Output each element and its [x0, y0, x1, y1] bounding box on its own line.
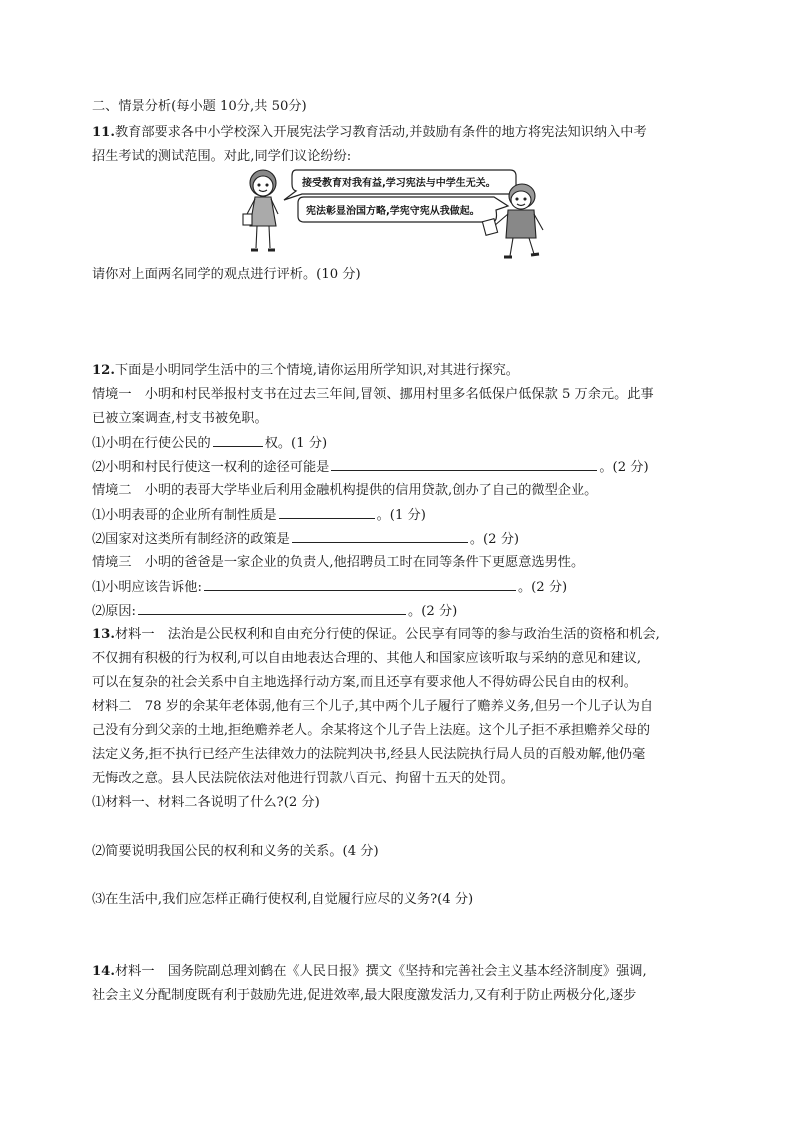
q12-intro-text: 下面是小明同学生活中的三个情境,请你运用所学知识,对其进行探究。 — [114, 363, 519, 378]
q11-stem-text1: 教育部要求各中小学校深入开展宪法学习教育活动,并鼓励有条件的地方将宪法知识纳入中考 — [114, 125, 647, 140]
q11-stem-line1 — [92, 124, 647, 142]
q13-material1-line2: 不仅拥有积极的行为权利,可以自由地表达合理的、其他人和国家应该听取与采纳的意见和建议, — [92, 651, 642, 666]
q12-s3-q2-blank[interactable] — [138, 602, 406, 615]
q12-s2-q2-suffix: 。(2 分) — [469, 532, 520, 547]
bubble1-text: 接受教育对我有益,学习宪法与中学生无关。 — [302, 178, 496, 189]
q12-s1-q2-suffix: 。(2 分) — [599, 460, 649, 475]
q12-situation1-line1: 情境一 小明和村民举报村支书在过去三年间,冒领、挪用村里多名低保户低保款 5 万余元。此事 — [92, 387, 654, 402]
q13-material2-line4: 无悔改之意。县人民法院依法对他进行罚款八百元、拘留十五天的处罚。 — [92, 771, 514, 786]
q12-s3-q1-prefix: ⑴小明应该告诉他: — [92, 580, 202, 595]
q14-material1-line1 — [92, 963, 647, 981]
q12-intro-line — [92, 362, 519, 380]
q13-question2: ⑵简要说明我国公民的权利和义务的关系。(4 分) — [92, 844, 379, 859]
q12-s3-question1 — [92, 578, 567, 597]
q13-material1-line3: 可以在复杂的社会关系中自主地选择行动方案,而且还享有要求他人不得妨碍公民自由的权利。 — [92, 675, 637, 690]
q11-stem-line2: 招生考试的测试范围。对此,同学们议论纷纷: — [92, 149, 352, 164]
q13-question1: ⑴材料一、材料二各说明了什么?(2 分) — [92, 795, 320, 810]
q12-situation3-line: 情境三 小明的爸爸是一家企业的负责人,他招聘员工时在同等条件下更愿意选男性。 — [92, 555, 585, 570]
q12-s2-q2-blank[interactable] — [292, 530, 468, 543]
q12-s2-q1-prefix: ⑴小明表哥的企业所有制性质是 — [92, 508, 277, 523]
q12-s3-q1-blank[interactable] — [204, 578, 516, 591]
q12-s3-q2-prefix: ⑵原因: — [92, 604, 137, 619]
q12-s2-q1-suffix: 。(1 分) — [376, 508, 426, 523]
boy-figure-icon — [482, 184, 543, 257]
girl-figure-icon — [243, 170, 278, 250]
q12-s3-q1-suffix: 。(2 分) — [517, 580, 568, 595]
q14-number: 14. — [92, 964, 115, 979]
q12-s1-q2-prefix: ⑵小明和村民行使这一权利的途径可能是 — [92, 460, 330, 475]
q13-material2-line3: 法定义务,拒不执行已经产生法律效力的法院判决书,经县人民法院执行局人员的百般劝解,他仍毫 — [92, 747, 646, 762]
q12-s1-q1-prefix: ⑴小明在行使公民的 — [92, 436, 211, 451]
q12-s2-q1-blank[interactable] — [279, 506, 375, 519]
q13-number: 13. — [92, 627, 115, 642]
q12-situation2-line: 情境二 小明的表哥大学毕业后利用金融机构提供的信用贷款,创办了自己的微型企业。 — [92, 483, 598, 498]
q11-task: 请你对上面两名同学的观点进行评析。(10 分) — [92, 267, 361, 282]
speech-bubble-1 — [284, 170, 516, 200]
q12-s3-question2 — [92, 602, 457, 621]
q12-s2-question1 — [92, 506, 426, 525]
q12-s1-question2 — [92, 458, 649, 477]
q12-s2-q2-prefix: ⑵国家对这类所有制经济的政策是 — [92, 532, 290, 547]
q12-number: 12. — [92, 363, 115, 378]
q13-m1-text1: 材料一 法治是公民权利和自由充分行使的保证。公民享有同等的参与政治生活的资格和机会, — [114, 627, 660, 642]
q13-material2-line1: 材料二 78 岁的余某年老体弱,他有三个儿子,其中两个儿子履行了赡养义务,但另一个儿子认为自 — [92, 699, 654, 714]
q14-m1-text1: 材料一 国务院副总理刘鹤在《人民日报》撰文《坚持和完善社会主义基本经济制度》强调, — [114, 964, 647, 979]
q13-material1-line1 — [92, 626, 660, 644]
q14-material1-line2: 社会主义分配制度既有利于鼓励先进,促进效率,最大限度激发活力,又有利于防止两极分化,逐步 — [92, 988, 637, 1003]
bubble2-text: 宪法彰显治国方略,学宪守宪从我做起。 — [306, 206, 480, 217]
q12-s1-q2-blank[interactable] — [331, 458, 597, 471]
section-title: 二、情景分析(每小题 10分,共 50分) — [92, 99, 307, 114]
q12-s1-question1 — [92, 434, 327, 453]
q11-number: 11. — [92, 125, 115, 140]
q12-situation1-line2: 已被立案调查,村支书被免职。 — [92, 411, 268, 426]
q13-material2-line2: 己没有分到父亲的土地,拒绝赡养老人。余某将这个儿子告上法庭。这个儿子拒不承担赡养父母的 — [92, 723, 651, 738]
q12-s2-question2 — [92, 530, 519, 549]
speech-bubble-2 — [298, 197, 508, 222]
q12-s1-q1-suffix: 权。(1 分) — [264, 436, 328, 451]
q11-cartoon-illustration — [240, 164, 545, 260]
q13-question3: ⑶在生活中,我们应怎样正确行使权利,自觉履行应尽的义务?(4 分) — [92, 892, 474, 907]
q12-s1-q1-blank[interactable] — [213, 434, 263, 447]
q12-s3-q2-suffix: 。(2 分) — [408, 604, 458, 619]
